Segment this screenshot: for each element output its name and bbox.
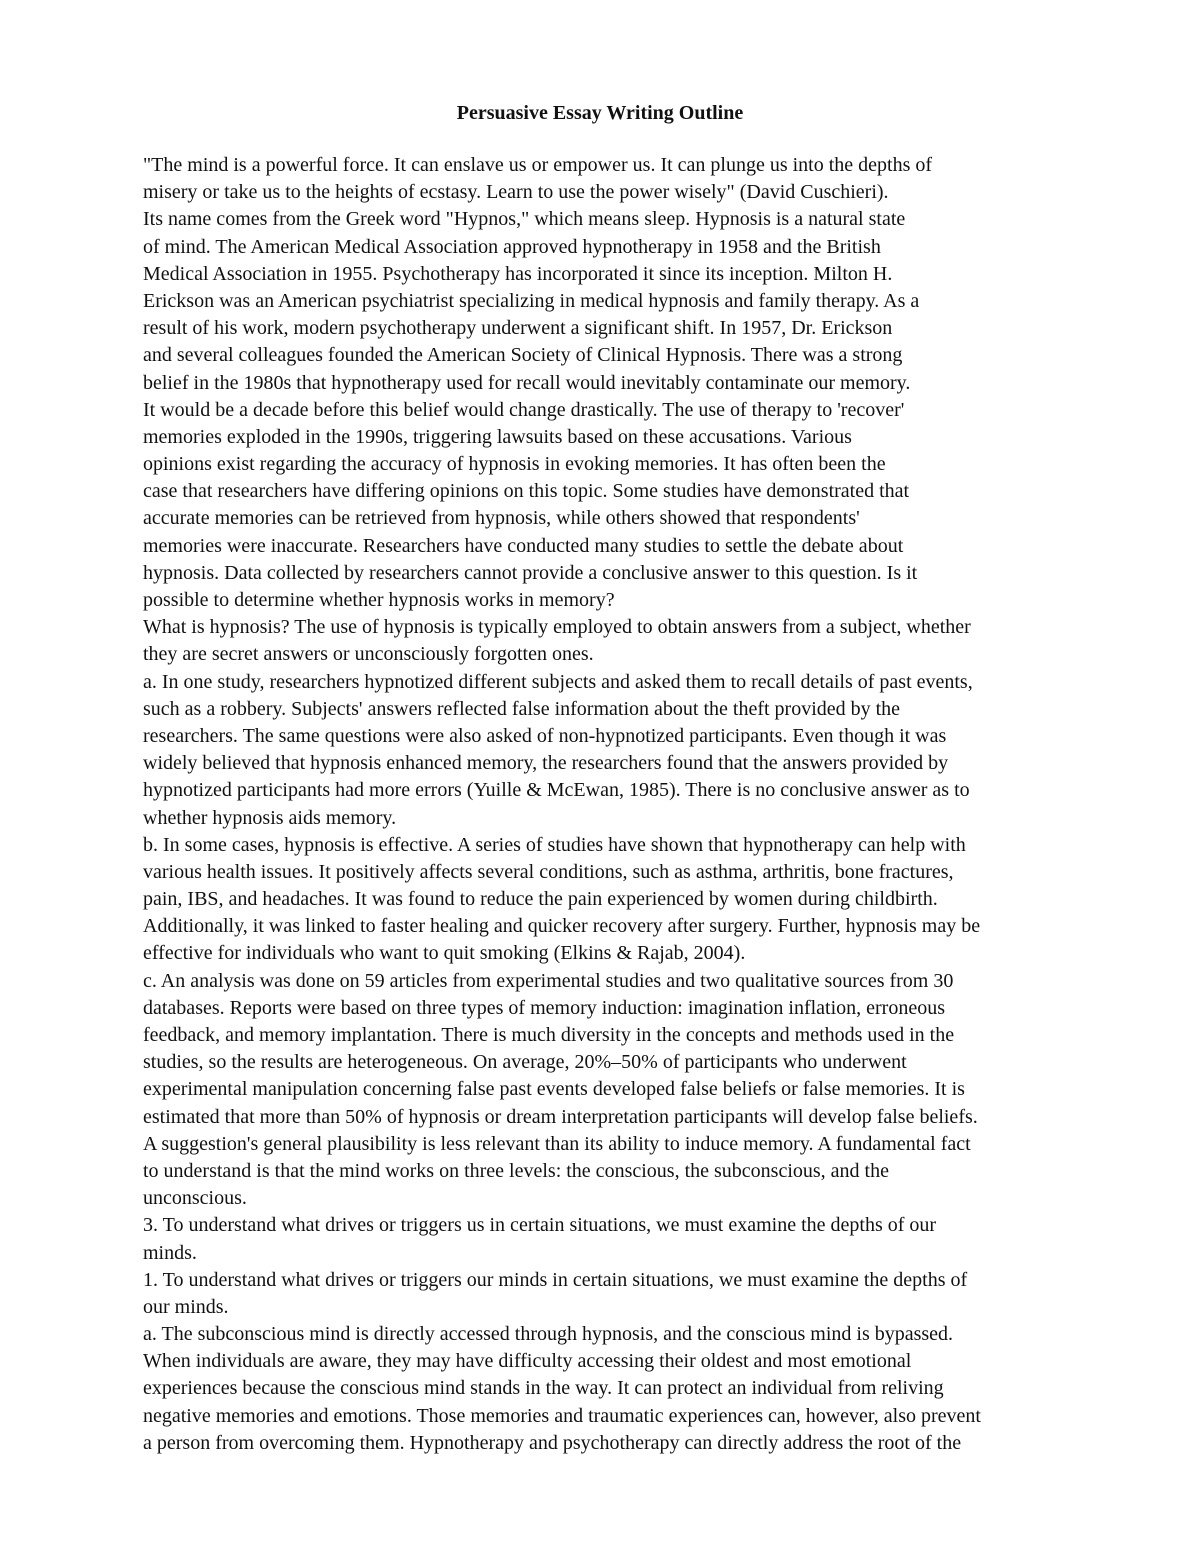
body-text-line: effective for individuals who want to quit smoking (Elkins & Rajab, 2004). xyxy=(143,942,746,965)
body-text-line: case that researchers have differing opinions on this topic. Some studies have demonstrated that xyxy=(143,480,910,503)
body-text-line: of mind. The American Medical Association approved hypnotherapy in 1958 and the British xyxy=(143,235,881,258)
body-text-line: a. The subconscious mind is directly accessed through hypnosis, and the conscious mind is bypassed. xyxy=(143,1323,954,1346)
body-text-line: Medical Association in 1955. Psychotherapy has incorporated it since its inception. Milton H. xyxy=(143,262,893,285)
body-text-line: pain, IBS, and headaches. It was found to reduce the pain experienced by women during childbirth. xyxy=(143,888,938,911)
body-text-line: hypnosis. Data collected by researchers cannot provide a conclusive answer to this question. Is it xyxy=(143,561,918,584)
body-text-line: databases. Reports were based on three types of memory induction: imagination inflation, erroneous xyxy=(143,996,946,1019)
body-text-line: Additionally, it was linked to faster healing and quicker recovery after surgery. Further, hypnosis may be xyxy=(143,915,981,938)
body-text-line: widely believed that hypnosis enhanced memory, the researchers found that the answers provided by xyxy=(143,752,949,775)
body-text-line: accurate memories can be retrieved from hypnosis, while others showed that respondents' xyxy=(143,507,860,530)
body-text-line: hypnotized participants had more errors (Yuille & McEwan, 1985). There is no conclusive answer as to xyxy=(143,779,970,802)
body-text-line: estimated that more than 50% of hypnosis or dream interpretation participants will develop false beliefs. xyxy=(143,1105,978,1128)
body-text-line: negative memories and emotions. Those memories and traumatic experiences can, however, also prevent xyxy=(143,1404,981,1427)
body-text-line: What is hypnosis? The use of hypnosis is typically employed to obtain answers from a subject, whether xyxy=(143,616,971,639)
body-text-line: Its name comes from the Greek word "Hypnos," which means sleep. Hypnosis is a natural state xyxy=(143,208,906,231)
body-text-line: It would be a decade before this belief would change drastically. The use of therapy to 'recover' xyxy=(143,398,905,421)
body-text-line: whether hypnosis aids memory. xyxy=(143,806,397,829)
body-text-line: a person from overcoming them. Hypnotherapy and psychotherapy can directly address the root of the xyxy=(143,1431,962,1454)
body-text-line: memories exploded in the 1990s, triggering lawsuits based on these accusations. Various xyxy=(143,425,852,448)
document-body xyxy=(143,152,1143,1457)
body-text-line: researchers. The same questions were also asked of non-hypnotized participants. Even though it was xyxy=(143,724,947,747)
body-text-line: When individuals are aware, they may have difficulty accessing their oldest and most emotional xyxy=(143,1350,912,1373)
body-text-line: and several colleagues founded the American Society of Clinical Hypnosis. There was a strong xyxy=(143,344,903,367)
body-text-line: misery or take us to the heights of ecstasy. Learn to use the power wisely" (David Cuschieri). xyxy=(143,181,889,204)
body-text-line: possible to determine whether hypnosis works in memory? xyxy=(143,589,615,611)
body-text-line: our minds. xyxy=(143,1295,229,1318)
body-text-line: Erickson was an American psychiatrist specializing in medical hypnosis and family therapy. As a xyxy=(143,289,920,312)
body-text-line: feedback, and memory implantation. There is much diversity in the concepts and methods used in the xyxy=(143,1024,955,1046)
body-text-line: result of his work, modern psychotherapy underwent a significant shift. In 1957, Dr. Erickson xyxy=(143,317,893,340)
body-text-line: experimental manipulation concerning false past events developed false beliefs or false memories. It is xyxy=(143,1078,965,1101)
body-text-line: belief in the 1980s that hypnotherapy used for recall would inevitably contaminate our memory. xyxy=(143,371,911,394)
body-text-line: to understand is that the mind works on three levels: the conscious, the subconscious, and the xyxy=(143,1159,889,1182)
body-text-line: 3. To understand what drives or triggers us in certain situations, we must examine the depths of our xyxy=(143,1214,937,1237)
body-text-line: various health issues. It positively affects several conditions, such as asthma, arthritis, bone fractures, xyxy=(143,860,954,883)
body-text-line: "The mind is a powerful force. It can enslave us or empower us. It can plunge us into the depths of xyxy=(143,154,933,176)
body-text-line: A suggestion's general plausibility is less relevant than its ability to induce memory. A fundamental fact xyxy=(143,1132,971,1155)
body-text-line: minds. xyxy=(143,1241,197,1264)
body-text-line: experiences because the conscious mind stands in the way. It can protect an individual from reliving xyxy=(143,1377,944,1400)
body-text-line: a. In one study, researchers hypnotized different subjects and asked them to recall details of past events, xyxy=(143,670,973,693)
body-text-line: opinions exist regarding the accuracy of hypnosis in evoking memories. It has often been the xyxy=(143,453,886,476)
body-text-line: studies, so the results are heterogeneous. On average, 20%–50% of participants who underwent xyxy=(143,1051,907,1074)
body-text-line: they are secret answers or unconsciously forgotten ones. xyxy=(143,643,594,666)
body-text-line: c. An analysis was done on 59 articles from experimental studies and two qualitative sources from 30 xyxy=(143,969,954,992)
document-title: Persuasive Essay Writing Outline xyxy=(456,102,744,124)
body-text-line: unconscious. xyxy=(143,1187,247,1210)
body-text-line: b. In some cases, hypnosis is effective. A series of studies have shown that hypnotherapy can help with xyxy=(143,833,966,856)
body-text-line: 1. To understand what drives or triggers our minds in certain situations, we must examine the depths of xyxy=(143,1268,968,1291)
body-text-line: memories were inaccurate. Researchers have conducted many studies to settle the debate about xyxy=(143,534,904,557)
body-text-line: such as a robbery. Subjects' answers reflected false information about the theft provided by the xyxy=(143,697,901,720)
